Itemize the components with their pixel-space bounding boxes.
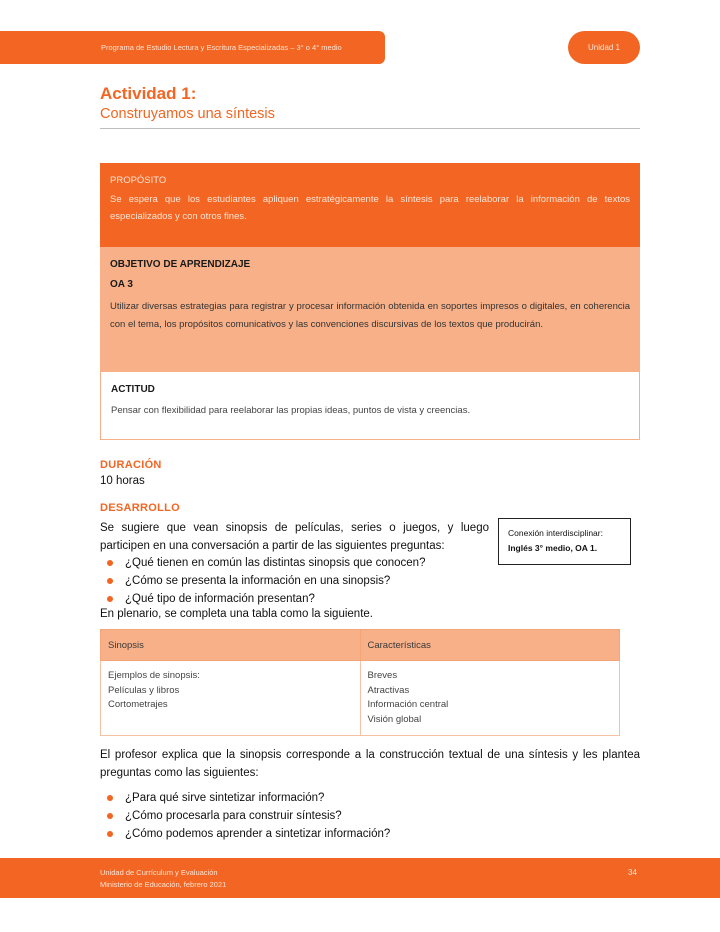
bullet-icon: [107, 596, 113, 602]
table-cell: Breves Atractivas Información central Visión global: [360, 661, 620, 736]
purpose-text: Se espera que los estudiantes apliquen estratégicamente la síntesis para reelaborar la información de textos especializados y con otros fines.: [110, 194, 630, 222]
title-divider: [100, 128, 640, 129]
unit-badge: Unidad 1: [568, 31, 640, 64]
list-item: ¿Qué tienen en común las distintas sinopsis que conocen?: [100, 554, 425, 572]
purpose-box: [100, 163, 640, 247]
discussion-questions: [100, 554, 425, 608]
activity-title: Actividad 1:: [100, 84, 197, 103]
list-item: ¿Qué tipo de información presentan?: [100, 590, 425, 608]
closing-paragraph: El profesor explica que la sinopsis corresponde a la construcción textual de una síntesis y les plantea preguntas como las siguientes:: [100, 749, 640, 779]
attitude-box: [100, 372, 640, 440]
connection-value: Inglés 3° medio, OA 1.: [508, 543, 598, 553]
footer-unit: Unidad de Currículum y Evaluación: [100, 868, 218, 877]
attitude-heading: ACTITUD: [111, 384, 155, 395]
objective-text: Utilizar diversas estrategias para registrar y procesar información obtenida en soportes impresos o digitales, en coherencia con el tema, los propósitos comunicativos y las convenciones discursivas de los textos que producirán.: [110, 301, 630, 330]
bullet-icon: [107, 578, 113, 584]
table-row: [101, 661, 620, 736]
program-title: Programa de Estudio Lectura y Escritura Especializadas – 3° o 4° medio: [101, 43, 342, 52]
footer-ministry: Ministerio de Educación, febrero 2021: [100, 880, 227, 889]
list-item: ¿Cómo se presenta la información en una sinopsis?: [100, 572, 425, 590]
duration-heading: DURACIÓN: [100, 459, 162, 471]
activity-subtitle: Construyamos una síntesis: [100, 106, 275, 122]
page-number: 34: [628, 868, 637, 877]
bullet-icon: [107, 560, 113, 566]
table-cell: Ejemplos de sinopsis: Películas y libros Cortometrajes: [101, 661, 361, 736]
purpose-heading: PROPÓSITO: [110, 175, 167, 186]
objective-box: [100, 247, 640, 372]
objective-code: OA 3: [110, 279, 133, 290]
development-intro: Se sugiere que vean sinopsis de películas, series o juegos, y luego participen en una conversación a partir de las siguientes preguntas:: [100, 522, 489, 552]
interdisciplinary-connection-box: [498, 518, 631, 565]
footer-bar: [0, 858, 720, 898]
plenary-text: En plenario, se completa una tabla como la siguiente.: [100, 608, 373, 620]
table-header: Características: [360, 630, 620, 661]
list-item: ¿Cómo podemos aprender a sintetizar información?: [100, 825, 390, 843]
connection-label: Conexión interdisciplinar:: [508, 528, 603, 538]
attitude-text: Pensar con flexibilidad para reelaborar las propias ideas, puntos de vista y creencias.: [111, 405, 471, 416]
table-header: Sinopsis: [101, 630, 361, 661]
development-heading: DESARROLLO: [100, 502, 180, 514]
bullet-icon: [107, 831, 113, 837]
list-item: ¿Para qué sirve sintetizar información?: [100, 789, 390, 807]
objective-heading: OBJETIVO DE APRENDIZAJE: [110, 259, 251, 270]
list-item: ¿Cómo procesarla para construir síntesis?: [100, 807, 390, 825]
synopsis-table: [100, 629, 620, 736]
bullet-icon: [107, 795, 113, 801]
table-header-row: [101, 630, 620, 661]
closing-questions: [100, 789, 390, 843]
duration-value: 10 horas: [100, 475, 145, 487]
bullet-icon: [107, 813, 113, 819]
